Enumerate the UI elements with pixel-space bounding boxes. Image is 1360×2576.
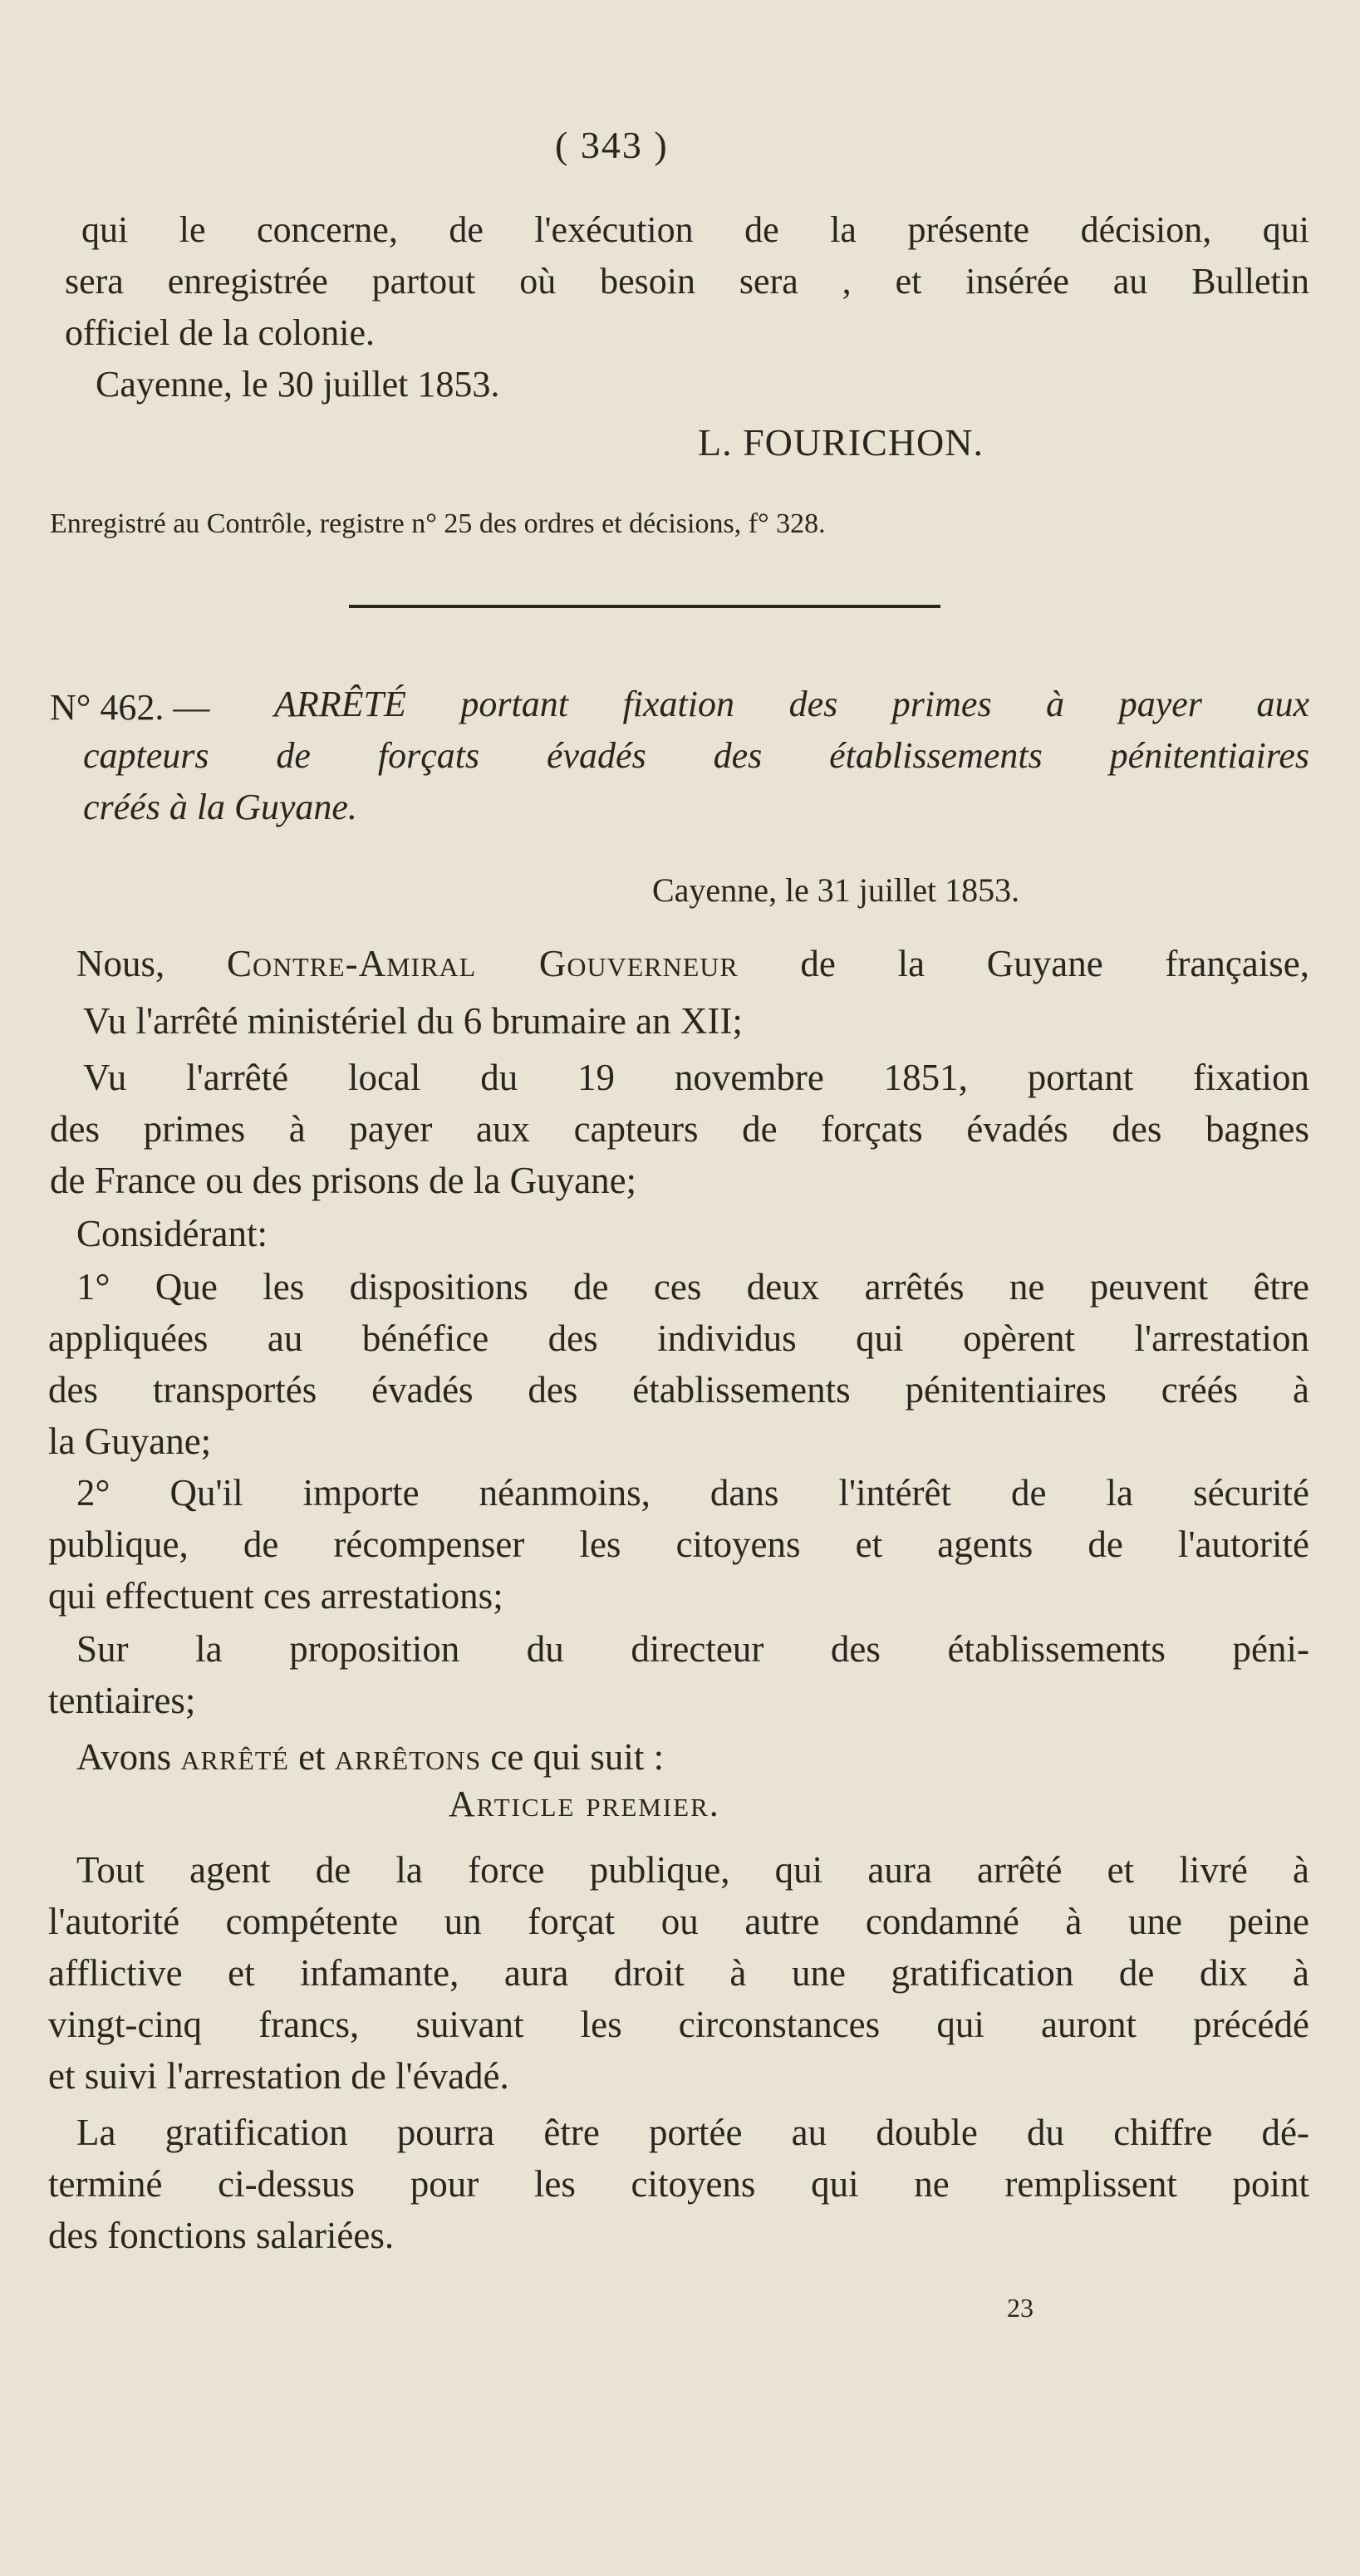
proposition-line-2: tentiaires; (48, 1680, 196, 1721)
decree-title-line-3: créés à la Guyane. (83, 787, 357, 827)
decree-title-line-1: ARRÊTÉ portant fixation des primes à payer aux (274, 684, 1309, 724)
avons-arrete: arrêté (180, 1736, 289, 1778)
para1-line-3: afflictive et infamante, aura droit à une gratification de dix à (48, 1952, 1309, 1994)
para1-line-2: l'autorité compétente un forçat ou autre condamné à une peine (48, 1901, 1309, 1942)
top-line-2: sera enregistrée partout où besoin sera , et insérée au Bulletin (65, 261, 1309, 302)
para1-line-5: et suivi l'arrestation de l'évadé. (48, 2055, 509, 2097)
registration-note: Enregistré au Contrôle, registre n° 25 des ordres et décisions, f° 328. (50, 508, 826, 539)
para1-line-1: Tout agent de la force publique, qui aura arrêté et livré à (76, 1849, 1309, 1891)
considerant: Considérant: (76, 1213, 268, 1254)
avons-line (76, 1733, 664, 1781)
avons-arretons: arrêtons (334, 1736, 482, 1778)
vu2-line-3: de France ou des prisons de la Guyane; (50, 1160, 637, 1201)
article-title: Article premier. (449, 1784, 720, 1824)
point1-line-4: la Guyane; (48, 1420, 212, 1462)
para2-line-2: terminé ci-dessus pour les citoyens qui ne remplissent point (48, 2163, 1309, 2205)
para2-line-1: La gratification pourra être portée au double du chiffre dé- (76, 2112, 1309, 2153)
point1-line-2: appliquées au bénéfice des individus qui opèrent l'arrestation (48, 1317, 1309, 1359)
signature: L. FOURICHON. (698, 421, 984, 464)
page-number: ( 343 ) (555, 124, 669, 166)
nous-title: Contre-Amiral Gouverneur (226, 943, 739, 984)
point2-line-2: publique, de récompenser les citoyens et agents de l'autorité (48, 1524, 1309, 1565)
proposition-line-1: Sur la proposition du directeur des établissements péni- (76, 1628, 1309, 1670)
place-date: Cayenne, le 30 juillet 1853. (96, 364, 500, 405)
point1-line-3: des transportés évadés des établissements pénitentiaires créés à (48, 1369, 1309, 1411)
avons-mid: et (298, 1736, 326, 1778)
point1-line-1: 1° Que les dispositions de ces deux arrêtés ne peuvent être (76, 1266, 1309, 1308)
signature-mark: 23 (1007, 2293, 1034, 2323)
avons-prefix: Avons (76, 1736, 172, 1778)
decree-title-line-2: capteurs de forçats évadés des établissements pénitentiaires (83, 735, 1309, 776)
vu-line-1: Vu l'arrêté ministériel du 6 brumaire an XII; (83, 1000, 743, 1042)
para1-line-4: vingt-cinq francs, suivant les circonstances qui auront précédé (48, 2004, 1309, 2045)
point2-line-1: 2° Qu'il importe néanmoins, dans l'intérêt de la sécurité (76, 1472, 1309, 1514)
nous-suffix: de la Guyane française, (800, 943, 1309, 984)
nous-line (76, 942, 1309, 985)
avons-suffix: ce qui suit : (490, 1736, 665, 1778)
decree-date: Cayenne, le 31 juillet 1853. (652, 871, 1020, 909)
point2-line-3: qui effectuent ces arrestations; (48, 1575, 503, 1617)
vu2-line-2: des primes à payer aux capteurs de forçats évadés des bagnes (50, 1108, 1309, 1150)
separator-rule (349, 605, 940, 608)
nous-prefix: Nous, (76, 943, 165, 984)
vu2-line-1: Vu l'arrêté local du 19 novembre 1851, portant fixation (83, 1057, 1309, 1098)
top-line-1: qui le concerne, de l'exécution de la présente décision, qui (81, 209, 1309, 250)
para2-line-3: des fonctions salariées. (48, 2215, 395, 2256)
decree-heading-number: N° 462. — (50, 687, 210, 728)
top-line-3: officiel de la colonie. (65, 312, 376, 353)
